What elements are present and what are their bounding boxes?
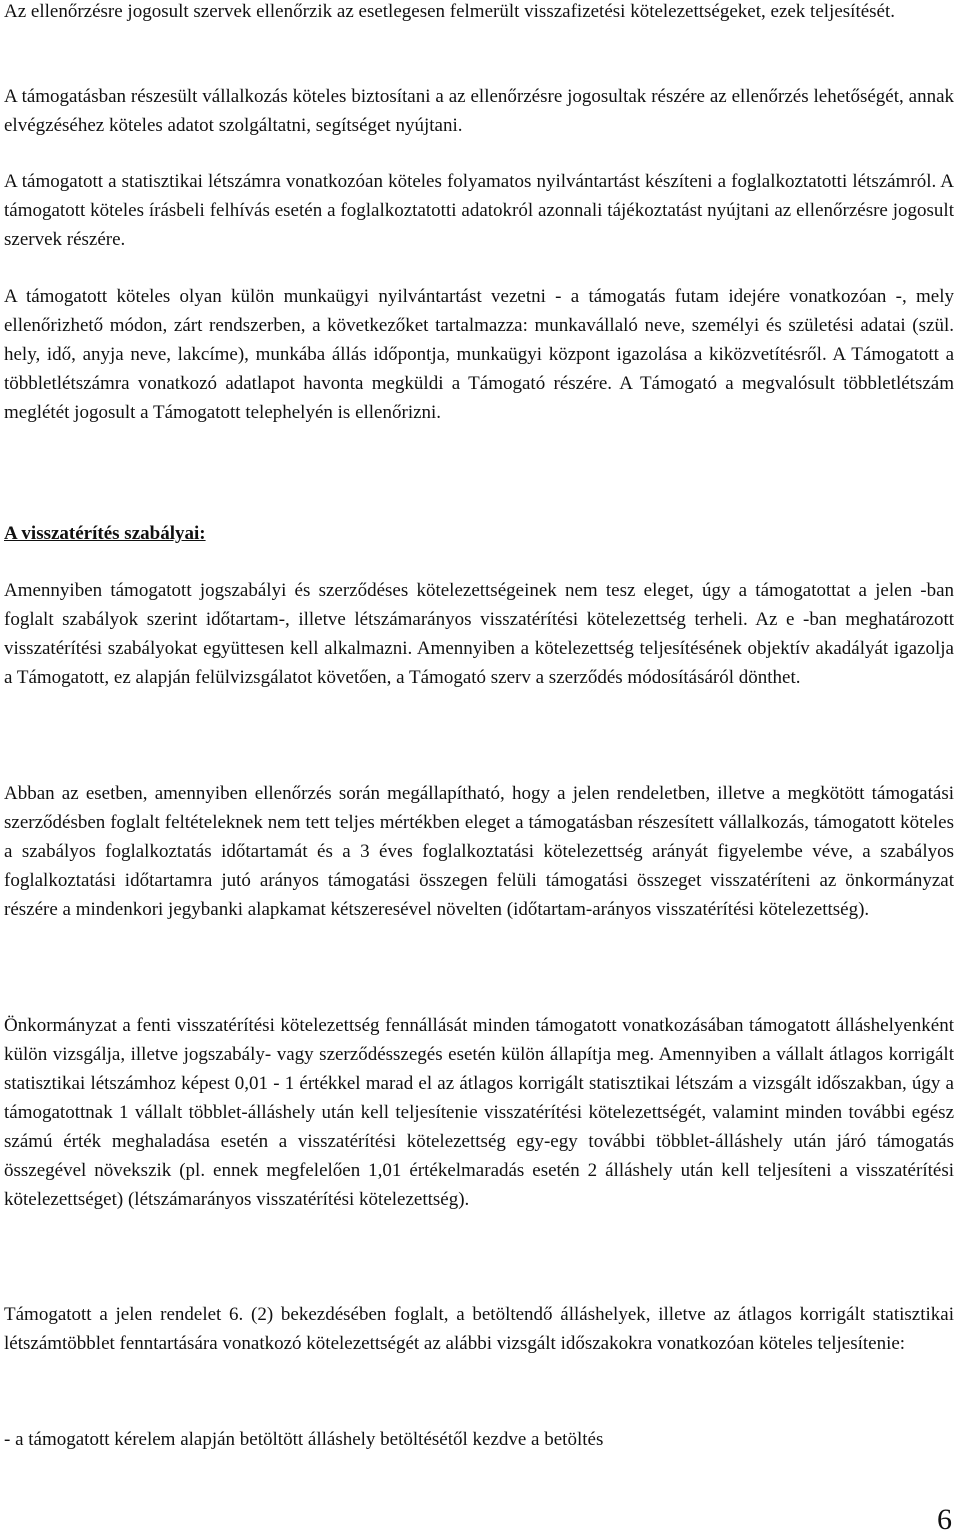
paragraph-audit-cooperation: A támogatásban részesült vállalkozás köteles biztosítani a az ellenőrzésre jogosultak részére az ellenőrzés lehetőségét, annak elvégzéséhez köteles adatot szolgáltatni, segítséget nyújtani. [4,86,954,136]
paragraph-headcount-records: A támogatott a statisztikai létszámra vonatkozóan köteles folyamatos nyilvántartást készíteni a foglalkoztatotti létszámról. A támogatott köteles írásbeli felhívás esetén a foglalkoztatotti adatokról azonnali tájékoztatást nyújtani az ellenőrzésre jogosult szervek részére. [4,171,954,250]
list-item-review-period: - a támogatott kérelem alapján betöltött álláshely betöltésétől kezdve a betöltés [4,1429,604,1450]
paragraph-time-proportional-repayment: Abban az esetben, amennyiben ellenőrzés során megállapítható, hogy a jelen rendeletben, illetve a megkötött támogatási szerződésben foglalt feltételeknek nem tett teljes mértékben eleget a támogatásban részesített vállalkozás, támogatott köteles a szabályos foglalkoztatás időtartamát és a 3 éves foglalkoztatási kötelezettség arányát figyelembe véve, a szabályos foglalkoztatási időtartamra jutó arányos támogatási összegen felüli támogatási összeget visszatéríteni az önkormányzat részére a mindenkori jegybanki alapkamat kétszeresével növelten (időtartam-arányos visszatérítési kötelezettség). [4,783,954,920]
paragraph-audit-obligations: Az ellenőrzésre jogosult szervek ellenőrzik az esetlegesen felmerült visszafizetési kötelezettségeket, ezek teljesítését. [4,1,896,22]
section-heading-repayment-rules: A visszatérítés szabályai: [4,523,206,544]
paragraph-repayment-general: Amennyiben támogatott jogszabályi és szerződéses kötelezettségeinek nem tesz eleget, úgy a támogatottat a jelen -ban foglalt szabályok szerint időtartam-, illetve létszámarányos visszatérítési kötelezettség terheli. Az e -ban meghatározott visszatérítési szabályokat együttesen kell alkalmazni. Amennyiben a kötelezettség teljesítésének objektív akadályát igazolja a Támogatott, ez alapján felülvizsgálatot követően, a Támogató szerv a szerződés módosításáról dönthet. [4,580,954,688]
paragraph-review-periods: Támogatott a jelen rendelet 6. (2) bekezdésében foglalt, a betöltendő álláshelyek, illetve az átlagos korrigált statisztikai létszámtöbblet fenntartására vonatkozó kötelezettségét az alábbi vizsgált időszakokra vonatkozóan köteles teljesítenie: [4,1304,954,1354]
paragraph-labour-register: A támogatott köteles olyan külön munkaügyi nyilvántartást vezetni - a támogatás futam idejére vonatkozóan -, mely ellenőrizhető módon, zárt rendszerben, a következőket tartalmazza: munkavállaló neve, személyi és születési adatai (szül. hely, idő, anyja neve, lakcíme), munkába állás időpontja, munkaügyi központ igazolása a kiközvetítésről. A Támogatott a többletlétszámra vonatkozó adatlapot havonta megküldi a Támogató részére. A Támogató a megvalósult többletlétszám meglétét jogosult a Támogatott telephelyén is ellenőrizni. [4,286,954,423]
paragraph-headcount-proportional-repayment: Önkormányzat a fenti visszatérítési kötelezettség fennállását minden támogatott vonatkozásában támogatott álláshelyenként külön vizsgálja, illetve jogszabály- vagy szerződésszegés esetén külön állapítja meg. Amennyiben a vállalt átlagos korrigált statisztikai létszámhoz képest 0,01 - 1 értékkel marad el az átlagos korrigált statisztikai létszám a vizsgált időszakban, úgy a támogatottnak 1 vállalt többlet-álláshely után kell teljesítenie visszatérítési kötelezettségét, valamint minden további egész számú érték meghaladása esetén a visszatérítési kötelezettség egy-egy további többlet-álláshely után járó támogatás összegével növekszik (pl. ennek megfelelően 1,01 értékelmaradás esetén 2 álláshely után kell teljesíteni a visszatérítési kötelezettséget) (létszámarányos visszatérítési kötelezettség). [4,1015,954,1210]
page-number: 6 [937,1503,952,1536]
